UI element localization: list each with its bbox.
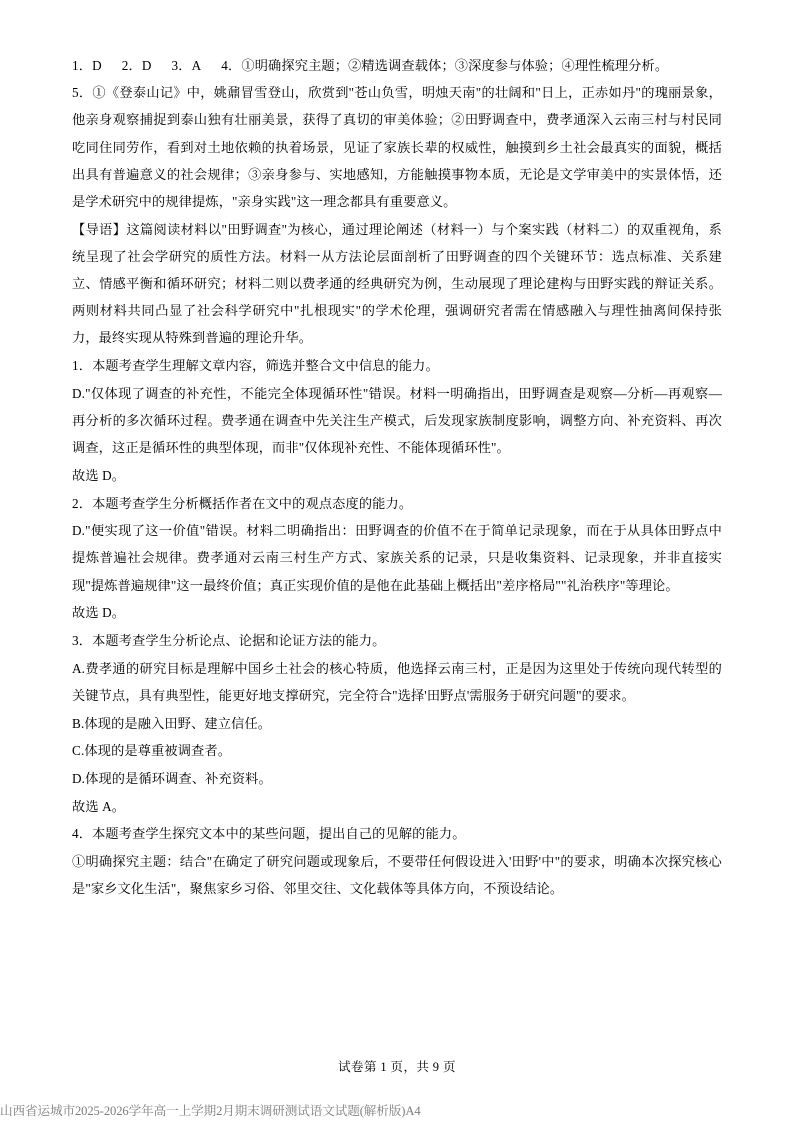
document-content bbox=[72, 52, 722, 903]
paragraph: ①明确探究主题：结合"在确定了研究问题或现象后，不要带任何假设进入'田野'中"的要求，明确本次探究核心是"家乡文化生活"，聚焦家乡习俗、邻里交往、文化载体等具体方向，不预设结论。 bbox=[72, 853, 722, 897]
paragraph: A.费孝通的研究目标是理解中国乡土社会的核心特质，他选择云南三村，正是因为这里处于传统向现代转型的关键节点，具有典型性，能更好地支撑研究，完全符合"选择'田野点'需服务于研究问题"的要求。 bbox=[72, 660, 722, 703]
paragraph: 故选 D。 bbox=[72, 605, 126, 621]
paragraph: 5．①《登泰山记》中，姚鼐冒雪登山，欣赏到"苍山负雪，明烛天南"的壮阔和"日上，正赤如丹"的瑰丽景象，他亲身观察捕捉到泰山独有壮丽美景，获得了真切的审美体验；②田野调查中，费孝通深入云南三村与村民同吃同住同劳作，看到对土地依赖的执着场景，见证了家族长辈的权威性，触摸到乡土社会最真实的面貌，概括出具有普遍意义的社会规律；③亲身参与、实地感知，方能触摸事物本质，无论是文学审美中的实景体悟，还是学术研究中的规律提炼，"亲身实践"这一理念都具有重要意义。 bbox=[72, 85, 722, 209]
paragraph: D."仅体现了调查的补充性，不能完全体现循环性"错误。材料一明确指出，田野调查是观察—分析—再观察—再分析的多次循环过程。费孝通在调查中先关注生产模式，后发现家族制度影响，调整方向、补充资料、再次调查，这正是循环性的典型体现，而非"仅体现补充性、不能体现循环性"。 bbox=[72, 385, 722, 456]
paragraph: 3．本题考查学生分析论点、论据和论证方法的能力。 bbox=[72, 632, 386, 648]
paragraph: 4．本题考查学生探究文本中的某些问题，提出自己的见解的能力。 bbox=[72, 826, 466, 842]
answer-q4: 4．①明确探究主题；②精选调查载体；③深度参与体验；④理性梳理分析。 bbox=[221, 58, 669, 73]
answer-q3: 3．A bbox=[171, 58, 202, 73]
answers-line bbox=[72, 52, 722, 79]
paragraph: D.体现的是循环调查、补充资料。 bbox=[72, 770, 272, 786]
answer-q1: 1．D bbox=[72, 58, 102, 73]
paragraph: 1．本题考查学生理解文章内容，筛选并整合文中信息的能力。 bbox=[72, 358, 439, 374]
paragraph: C.体现的是尊重被调查者。 bbox=[72, 743, 232, 759]
paragraph: 故选 A。 bbox=[72, 798, 126, 814]
answer-q2: 2．D bbox=[121, 58, 152, 73]
paragraph: B.体现的是融入田野、建立信任。 bbox=[72, 715, 272, 731]
paragraph: 2．本题考查学生分析概括作者在文中的观点态度的能力。 bbox=[72, 495, 413, 511]
paragraph: 故选 D。 bbox=[72, 467, 126, 483]
page-footer: 试卷第 1 页，共 9 页 bbox=[338, 1060, 456, 1074]
watermark: 山西省运城市2025-2026学年高一上学期2月期末调研测试语文试题(解析版)A4 bbox=[0, 1104, 421, 1118]
paragraph: D."便实现了这一价值"错误。材料二明确指出：田野调查的价值不在于简单记录现象，而在于从具体田野点中提炼普遍社会规律。费孝通对云南三村生产方式、家族关系的记录，只是收集资料、记录现象，并非直接实现"提炼普遍规律"这一最终价值；真正实现价值的是他在此基础上概括出"差序格局""礼治秩序"等理论。 bbox=[72, 523, 722, 593]
paragraph: 【导语】这篇阅读材料以"田野调查"为核心，通过理论阐述（材料一）与个案实践（材料二）的双重视角，系统呈现了社会学研究的质性方法。材料一从方法论层面剖析了田野调查的四个关键环节：选点标准、关系建立、情感平衡和循环研究；材料二则以费孝通的经典研究为例，生动展现了理论建构与田野实践的辩证关系。两则材料共同凸显了社会科学研究中"扎根现实"的学术伦理，强调研究者需在情感融入与理性抽离间保持张力，最终实现从特殊到普遍的理论升华。 bbox=[72, 221, 722, 346]
